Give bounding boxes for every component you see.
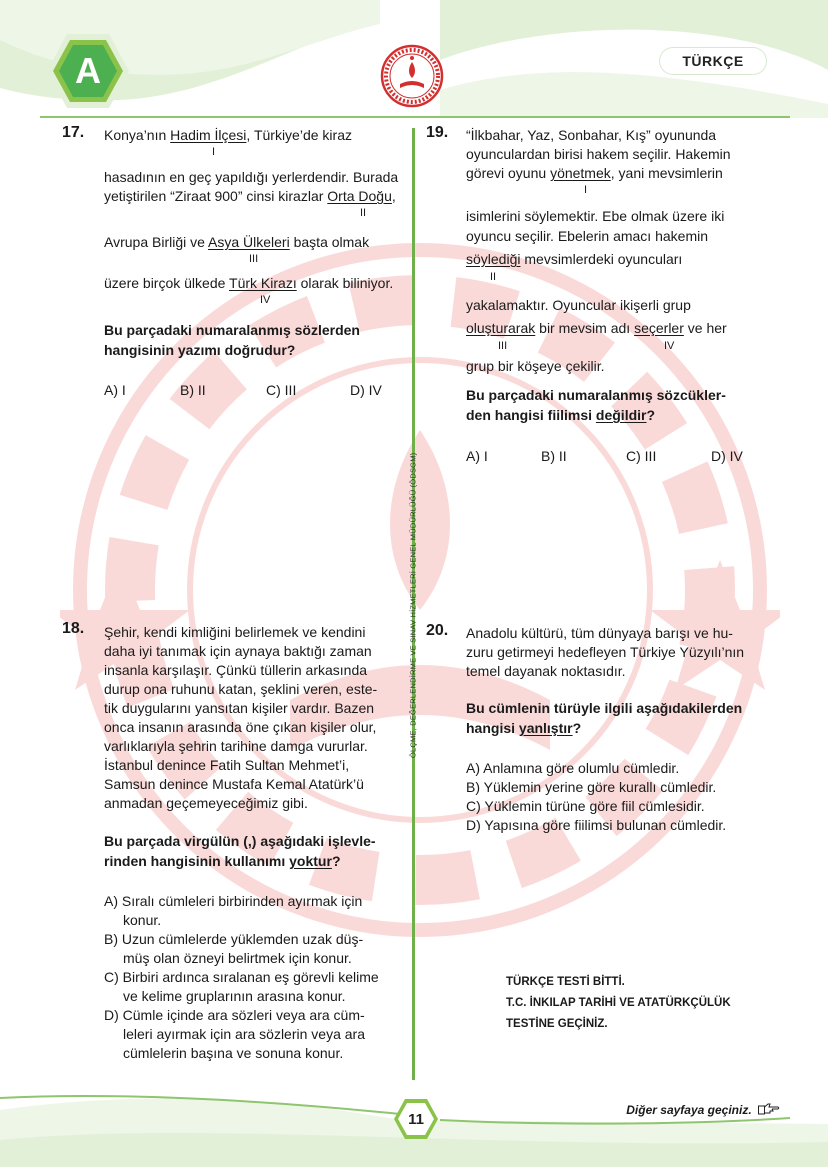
q17-number: 17. <box>62 124 85 141</box>
q19-prompt-underlined: değildir <box>595 407 647 423</box>
q18-option-b[interactable]: B) Uzun cümlelerde yüklemden uzak düş- müş olan özneyi belirtmek için konur. <box>104 931 364 966</box>
q17-prompt-2: hangisinin yazımı doğrudur? <box>104 342 296 358</box>
booklet-letter: A <box>75 50 101 91</box>
q17-roman-I: I <box>212 146 216 158</box>
q20-line: Anadolu kültürü, tüm dünyaya barışı ve hu- <box>466 625 733 641</box>
q18-prompt-underlined: yoktur <box>289 853 332 869</box>
page-number: 11 <box>408 1110 424 1128</box>
q17-line-2: hasadının en geç yapıldığı yerlerdendir. Burada <box>104 169 399 185</box>
end-note-line-3: TESTİNE GEÇİNİZ. <box>506 1018 608 1030</box>
q18-line: tik duygularını yansıtan kişiler vardır. Bazen <box>104 700 375 716</box>
q20-options <box>466 759 786 835</box>
end-note-line-2: T.C. İNKILAP TARİHİ VE ATATÜRKÇÜLÜK <box>506 997 731 1009</box>
q17-line-3: yetiştirilen “Ziraat 900” cinsi kirazlar Orta Doğu, <box>104 188 396 204</box>
q17-option-a[interactable]: A) I <box>104 382 126 398</box>
q17-roman-II: II <box>360 207 367 219</box>
q19-roman-IV: IV <box>664 340 675 352</box>
q18-line: durup ona ruhunu katan, şeklini veren, este- <box>104 681 378 697</box>
q19-underlined-IV: seçerler <box>634 320 684 336</box>
pointing-hand-icon <box>758 1103 780 1115</box>
q19-underlined-I: yönetmek <box>550 165 611 181</box>
q19-option-d[interactable]: D) IV <box>711 448 743 464</box>
publisher-vertical-text: ÖLÇME, DEĞERLENDİRME VE SINAV HİZMETLERİ GENEL MÜDÜRLÜĞÜ (ÖDSGM) <box>408 452 418 758</box>
q19-line-2: oyunculardan birisi hakem seçilir. Hakemin <box>466 146 731 162</box>
q17-underlined-II: Orta Doğu <box>327 188 392 204</box>
q18-options <box>104 892 404 1063</box>
q18-line: Samsun denince Mustafa Kemal Atatürk’ü <box>104 776 364 792</box>
q17-underlined-IV: Türk Kirazı <box>229 275 297 291</box>
q19-underlined-III: oluşturarak <box>466 320 536 336</box>
q18-option-c[interactable]: C) Birbiri ardınca sıralanan eş görevli kelime ve kelime gruplarının arasına konur. <box>104 969 379 1004</box>
q19-roman-II: II <box>490 271 497 283</box>
q18-option-d[interactable]: D) Cümle içinde ara sözleri veya ara cüm- leleri ayırmak için ara sözlerin veya ara cümlelerin başına ve sonuna konur. <box>104 1007 365 1061</box>
q20-option-b[interactable]: B) Yüklemin yerine göre kurallı cümledir. <box>466 779 717 795</box>
q20-passage <box>466 624 786 681</box>
q17-line-5: üzere birçok ülkede Türk Kirazı olarak biliniyor. <box>104 275 394 291</box>
next-page-note: Diğer sayfaya geçiniz. <box>560 1103 780 1123</box>
q20-option-c[interactable]: C) Yüklemin türüne göre fiil cümlesidir. <box>466 798 705 814</box>
ministry-seal-icon <box>380 44 444 108</box>
q20-number: 20. <box>426 622 449 639</box>
header-wave-right <box>440 0 828 118</box>
q20-prompt-1: Bu cümlenin türüyle ilgili aşağıdakilerden <box>466 700 743 716</box>
q19-line-9: grup bir köşeye çekilir. <box>466 358 605 374</box>
q17-roman-III: III <box>249 253 259 265</box>
q17-option-d[interactable]: D) IV <box>350 382 382 398</box>
q20-line: temel dayanak noktasıdır. <box>466 663 626 679</box>
q18-line: Şehir, kendi kimliğini belirlemek ve kendini <box>104 624 366 640</box>
q17-underlined-III: Asya Ülkeleri <box>208 234 290 250</box>
q17-prompt-1: Bu parçadaki numaralanmış sözlerden <box>104 322 360 338</box>
q17-line-4: Avrupa Birliği ve Asya Ülkeleri başta olmak <box>104 234 370 250</box>
q19-roman-I: I <box>584 184 588 196</box>
header-rule <box>40 116 790 118</box>
end-note-line-1: TÜRKÇE TESTİ BİTTİ. <box>506 976 625 988</box>
q19-line-7: yakalamaktır. Oyuncular ikişerli grup <box>466 297 691 313</box>
q19-prompt-1: Bu parçadaki numaralanmış sözcükler- <box>466 387 726 403</box>
q19-number: 19. <box>426 124 449 141</box>
q20-line: zuru getirmeyi hedefleyen Türkiye Yüzyılı’nın <box>466 644 745 660</box>
q20-option-a[interactable]: A) Anlamına göre olumlu cümledir. <box>466 760 680 776</box>
q20-option-d[interactable]: D) Yapısına göre fiilimsi bulunan cümledir. <box>466 817 727 833</box>
q19-line-1: “İlkbahar, Yaz, Sonbahar, Kış” oyununda <box>466 127 717 143</box>
q18-line: anmadan geçemeyeceğimiz gibi. <box>104 795 308 811</box>
q17-underlined-I: Hadim İlçesi <box>170 127 247 143</box>
q17-roman-IV: IV <box>260 294 271 306</box>
q18-passage <box>104 623 404 813</box>
q17-option-c[interactable]: C) III <box>266 382 297 398</box>
q19-line-8: oluşturarak bir mevsim adı seçerler ve her <box>466 320 727 336</box>
q18-prompt-1: Bu parçada virgülün (,) aşağıdaki işlevle- <box>104 833 376 849</box>
q17-line-1: Konya’nın Hadim İlçesi, Türkiye’de kiraz <box>104 127 352 143</box>
q17-option-b[interactable]: B) II <box>180 382 206 398</box>
q18-line: onca insanın arasında öne çıkan kişiler olur, <box>104 719 377 735</box>
q19-line-5: oyuncu seçilir. Ebelerin amacı hakemin <box>466 228 709 244</box>
q18-line: varlıklarıyla şehrin tarihine damga vururlar. <box>104 738 368 754</box>
q18-option-a[interactable]: A) Sıralı cümleleri birbirinden ayırmak için konur. <box>104 893 363 928</box>
q19-option-b[interactable]: B) II <box>541 448 567 464</box>
q19-option-c[interactable]: C) III <box>626 448 657 464</box>
subject-label: TÜRKÇE <box>660 48 766 74</box>
q19-line-6: söylediği mevsimlerdeki oyuncuları <box>466 251 683 267</box>
q19-line-3: görevi oyunu yönetmek, yani mevsimlerin <box>466 165 723 181</box>
q18-number: 18. <box>62 620 85 637</box>
q18-prompt-2: rinden hangisinin kullanımı yoktur? <box>104 853 341 869</box>
end-note <box>506 972 731 1035</box>
q18-line: İstanbul denince Fatih Sultan Mehmet’i, <box>104 757 350 773</box>
q20-prompt-2: hangisi yanlıştır? <box>466 720 582 736</box>
q18-line: insanla karşılaşır. Çünkü tüllerin arkasında <box>104 662 368 678</box>
q19-option-a[interactable]: A) I <box>466 448 488 464</box>
q19-roman-III: III <box>498 340 508 352</box>
q18-line: daha iyi tanımak için aynaya baktığı zaman <box>104 643 372 659</box>
q19-underlined-II: söylediği <box>466 251 521 267</box>
q19-prompt-2: den hangisi fiilimsi değildir? <box>466 407 656 423</box>
q20-prompt-underlined: yanlıştır <box>518 720 573 736</box>
q19-line-4: isimlerini söylemektir. Ebe olmak üzere iki <box>466 208 725 224</box>
